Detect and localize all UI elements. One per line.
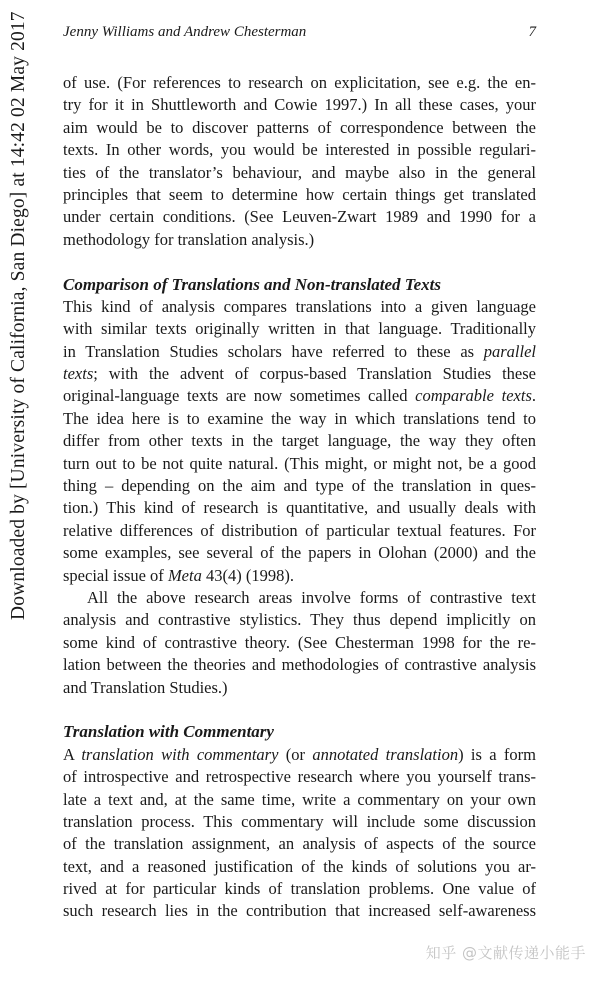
text-line: principles that seem to determine how certain things get translated	[63, 184, 536, 204]
text-line	[63, 363, 536, 385]
paragraph-commentary	[63, 744, 536, 923]
text-line: ties of the translator’s behaviour, and maybe also in the general	[63, 162, 536, 182]
text-line: some kind of contrastive theory. (See Chesterman 1998 for the re-	[63, 632, 536, 652]
paragraph-contrastive	[63, 587, 536, 699]
text-line: relative differences of distribution of particular textual features. For	[63, 520, 536, 540]
text-line: tion.) This kind of research is quantitative, and usually deals with	[63, 498, 536, 518]
text-line: thing – depending on the aim and type of the translation in ques-	[63, 476, 536, 496]
text-run: A	[63, 744, 82, 764]
watermark: 知乎 @文献传递小能手	[425, 944, 586, 962]
page-number: 7	[528, 24, 536, 40]
text-run: original-language texts are now sometimes called	[63, 386, 416, 406]
italic-term-translation-with-commentary: translation with commentary	[81, 744, 279, 764]
text-line: All the above research areas involve forms of contrastive text	[87, 587, 536, 607]
text-line: rived at for particular kinds of translation problems. One value of	[63, 879, 536, 899]
italic-term-annotated-translation: annotated translation	[312, 744, 459, 764]
text-line: text, and a reasoned justification of the kinds of solutions you ar-	[63, 856, 536, 876]
text-line: turn out to be not quite natural. (This might, or might not, be a good	[63, 453, 536, 473]
page-body	[63, 72, 536, 923]
italic-term-parallel: parallel	[483, 341, 536, 361]
italic-journal-meta: Meta	[167, 565, 202, 585]
text-run: (or	[278, 744, 313, 764]
text-line: under certain conditions. (See Leuven-Zwart 1989 and 1990 for a	[63, 207, 536, 227]
text-line: The idea here is to examine the way in which translations tend to	[63, 408, 536, 428]
text-line: aim would be to discover patterns of correspondence between the	[63, 117, 536, 137]
text-line: with similar texts originally written in that language. Traditionally	[63, 319, 536, 339]
text-line	[63, 341, 536, 363]
text-run: in Translation Studies scholars have referred to these as	[63, 341, 484, 361]
section-heading-comparison: Comparison of Translations and Non-translated Texts	[63, 274, 442, 294]
text-line	[63, 385, 536, 407]
text-run: .	[531, 386, 536, 406]
text-line: try for it in Shuttleworth and Cowie 1997.) In all these cases, your	[63, 95, 536, 115]
text-line: and Translation Studies.)	[63, 677, 228, 697]
italic-term-texts: texts	[63, 364, 94, 384]
text-line: analysis and contrastive stylistics. They thus depend implicitly on	[63, 610, 536, 630]
text-line: lation between the theories and methodologies of contrastive analysis	[63, 655, 536, 675]
spacer	[63, 699, 536, 721]
text-line: differ from other texts in the target language, the way they often	[63, 431, 536, 451]
text-line: late a text and, at the same time, write a commentary on your own	[63, 789, 536, 809]
text-line: of the translation assignment, an analysis of aspects of the source	[63, 834, 536, 854]
text-run: 43(4) (1998).	[201, 565, 294, 585]
text-line: translation process. This commentary will include some discussion	[63, 811, 536, 831]
text-line: some examples, see several of the papers in Olohan (2000) and the	[63, 543, 536, 563]
text-run: ) is a form	[458, 744, 536, 764]
running-head-authors: Jenny Williams and Andrew Chesterman	[63, 24, 307, 40]
paragraph-continuation	[63, 72, 536, 251]
text-run: ; with the advent of corpus-based Translation Studies these	[93, 364, 536, 384]
text-run: special issue of	[63, 565, 168, 585]
text-line	[63, 565, 536, 587]
text-line: texts. In other words, you would be interested in possible regulari-	[63, 140, 536, 160]
spacer	[63, 251, 536, 273]
text-line: This kind of analysis compares translations into a given language	[63, 296, 536, 316]
italic-term-comparable: comparable texts	[415, 386, 532, 406]
text-line: such research lies in the contribution that increased self-awareness	[63, 901, 536, 921]
running-head	[63, 24, 536, 41]
download-side-note: Downloaded by [University of California, San Diego] at 14:42 02 May 2017	[8, 11, 29, 620]
text-line: methodology for translation analysis.)	[63, 229, 315, 249]
text-line	[63, 744, 536, 766]
text-line: of use. (For references to research on explicitation, see e.g. the en-	[63, 73, 536, 92]
paragraph-comparison	[63, 296, 536, 587]
section-heading-commentary: Translation with Commentary	[63, 722, 274, 742]
text-line: of introspective and retrospective research where you yourself trans-	[63, 767, 536, 787]
